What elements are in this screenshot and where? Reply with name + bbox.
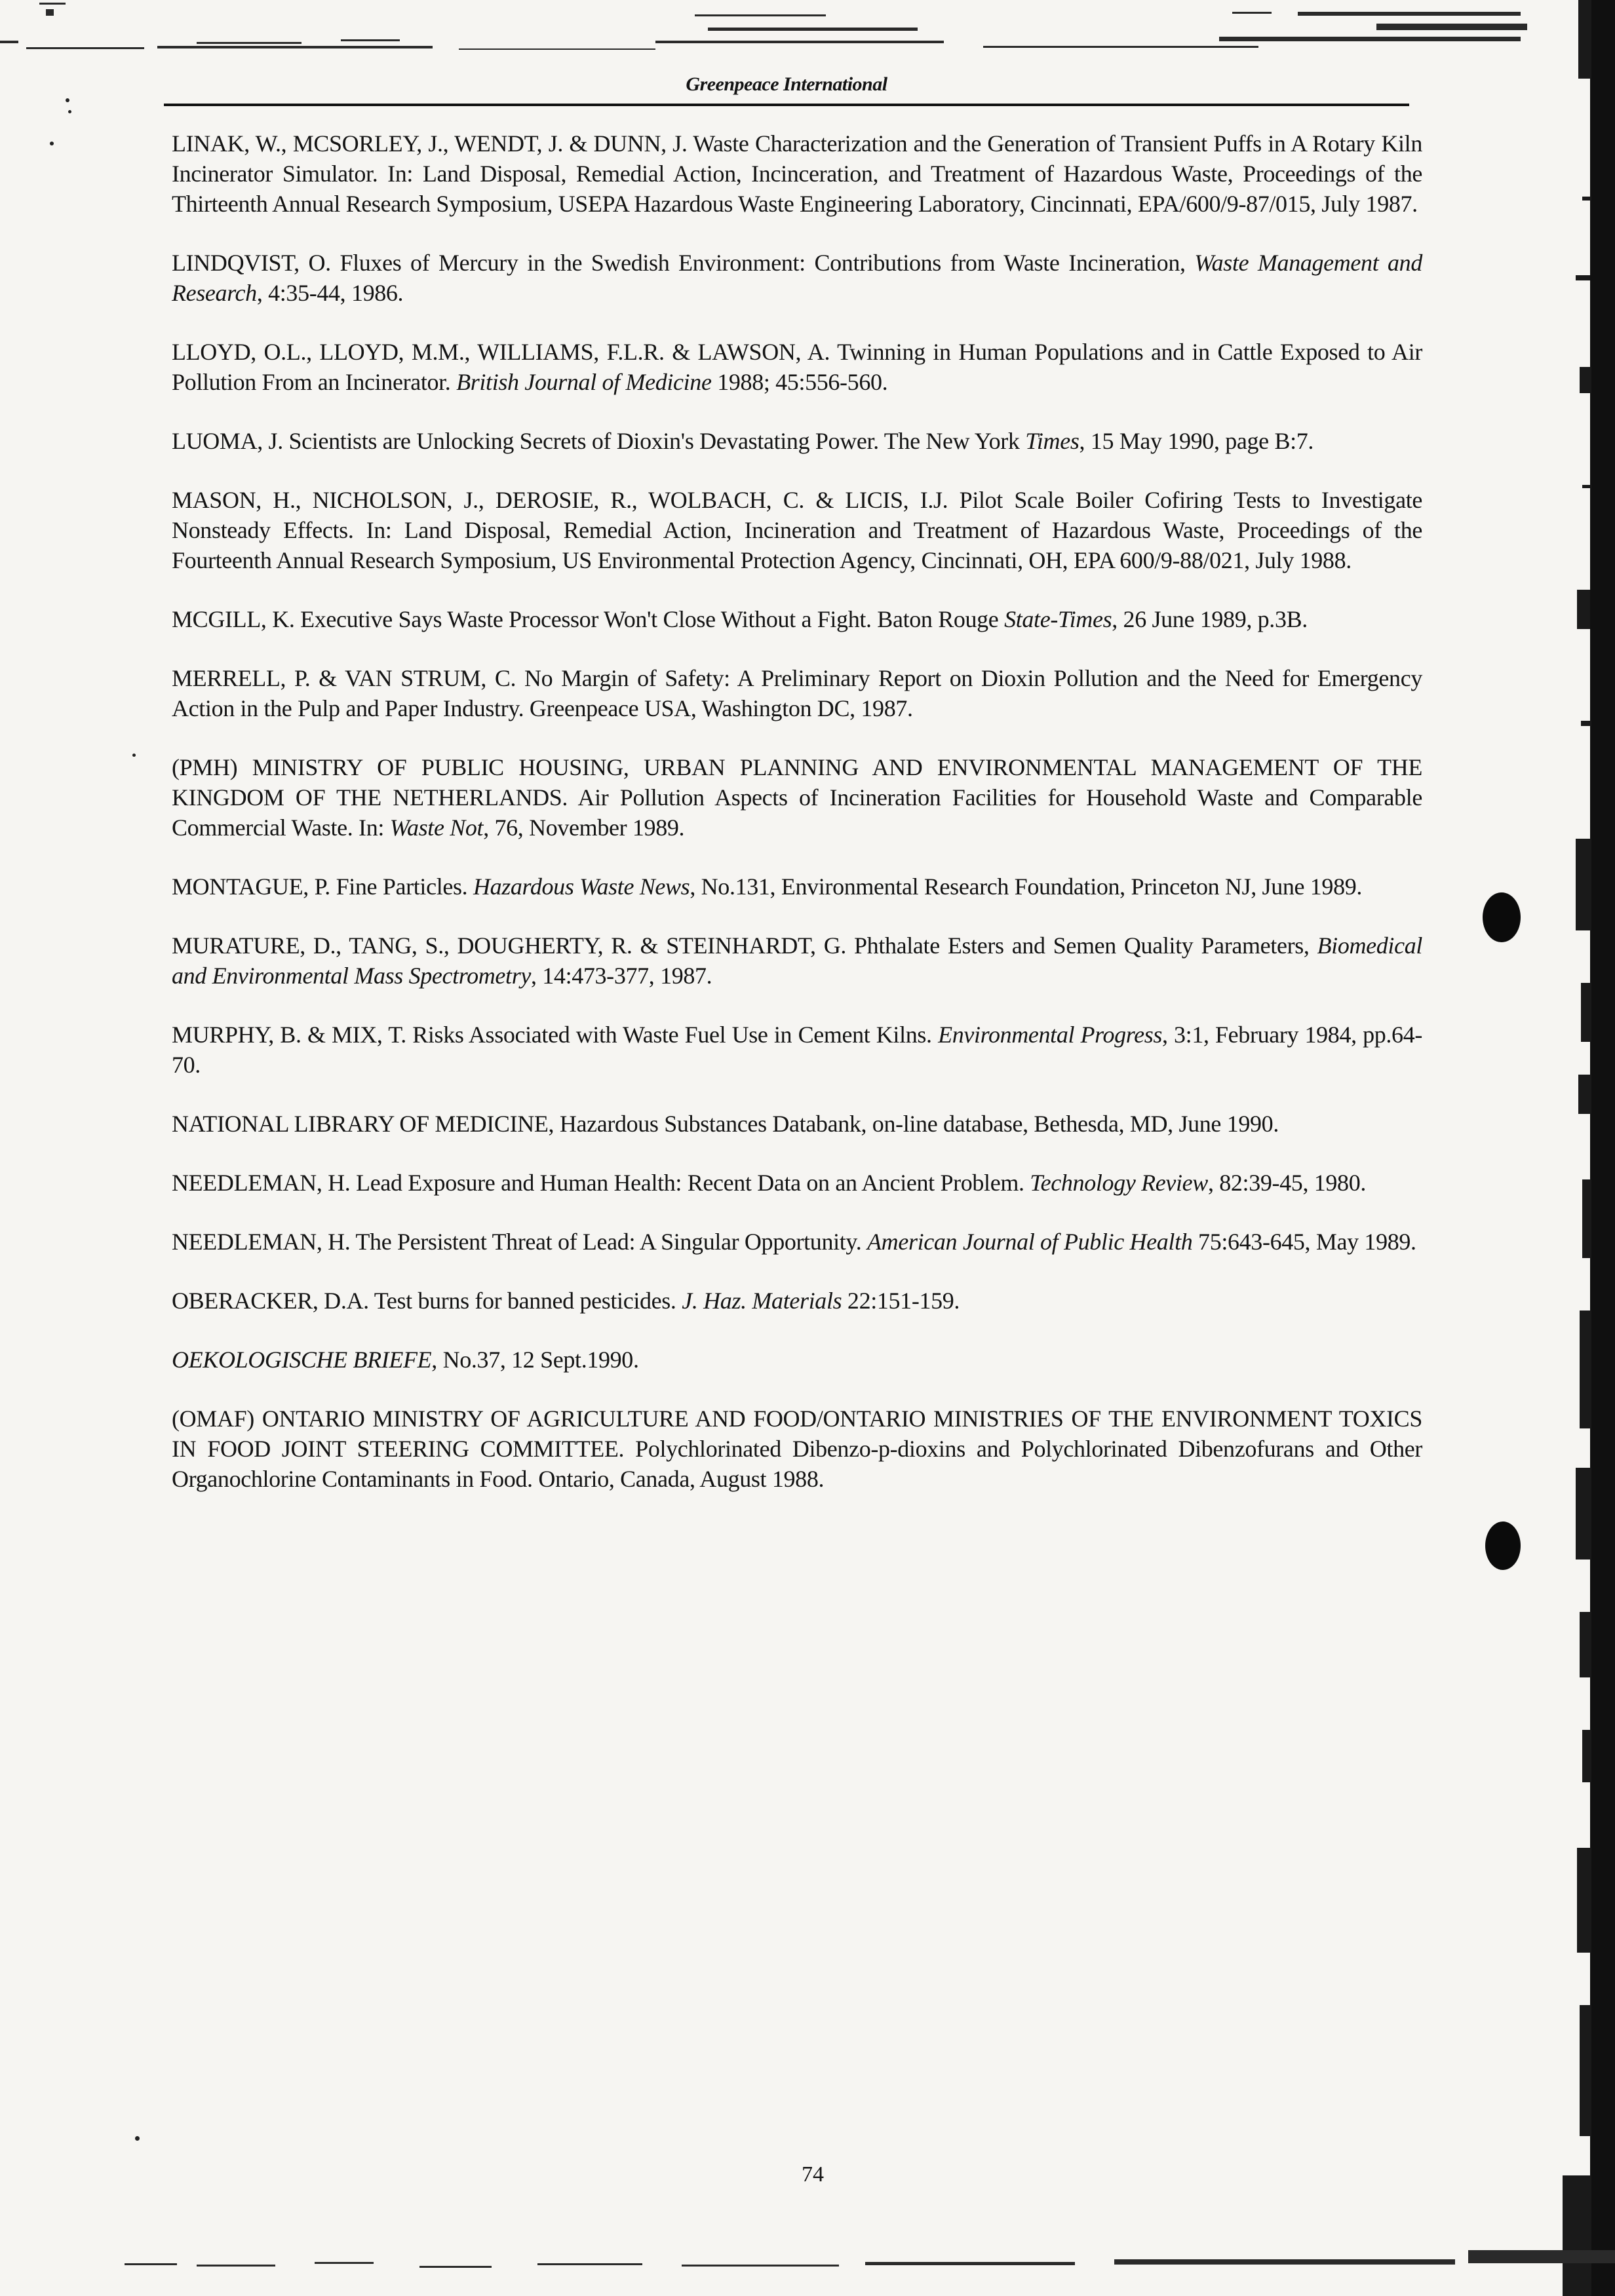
reference-text: (OMAF) ONTARIO MINISTRY OF AGRICULTURE AND FOOD/ONTARIO MINISTRIES OF THE ENVIRONMENT TOXICS IN FOOD JOINT STEERING COMMITTEE. Polychlorinated Dibenzo-p-dioxins and Polychlorinated Dibenzofurans and Other Organochlorine Contaminants in Food. Ontario, Canada, August 1988. [172,1406,1422,1492]
reference-text: , 14:473-377, 1987. [530,963,712,989]
scan-speck [68,110,71,113]
reference-text: 1988; 45:556-560. [711,369,888,395]
reference-entry-oekologische [172,1345,1422,1375]
reference-text: , 76, November 1989. [483,814,685,841]
reference-text: , No.131, Environmental Research Foundation, Princeton NJ, June 1989. [690,873,1363,900]
punch-hole-mark [1483,892,1521,942]
reference-italic-text: British Journal of Medicine [456,369,712,395]
reference-text: , No.37, 12 Sept.1990. [431,1347,639,1373]
running-header [164,71,1409,111]
reference-entry-lindqvist [172,248,1422,308]
reference-entry-mason [172,485,1422,575]
reference-entry-mcgill [172,604,1422,634]
reference-italic-text: Waste Management and Research [172,250,1422,306]
scan-edge-right [1536,0,1615,2296]
reference-entry-montague [172,871,1422,902]
reference-entry-pmh [172,752,1422,843]
header-title: Greenpeace International [686,73,887,95]
reference-entry-nlm [172,1109,1422,1139]
reference-text: (PMH) MINISTRY OF PUBLIC HOUSING, URBAN PLANNING AND ENVIRONMENTAL MANAGEMENT OF THE KINGDOM OF THE NETHERLANDS. Air Pollution Aspects of Incineration Facilities for Household Waste and Comparable Commercial Waste. In: [172,754,1422,841]
reference-text: NEEDLEMAN, H. The Persistent Threat of Lead: A Singular Opportunity. [172,1229,868,1255]
reference-italic-text: Biomedical and Environmental Mass Spectrometry [172,932,1422,989]
reference-italic-text: Environmental Progress [938,1022,1163,1048]
reference-text: , 82:39-45, 1980. [1207,1170,1366,1196]
reference-entry-murphy [172,1020,1422,1080]
page-number: 74 [802,2162,824,2187]
reference-italic-text: State-Times [1004,606,1112,632]
punch-hole-mark [1485,1521,1521,1570]
scan-speck [66,98,69,102]
reference-text: MASON, H., NICHOLSON, J., DEROSIE, R., WOLBACH, C. & LICIS, I.J. Pilot Scale Boiler Cofiring Tests to Investigate Nonsteady Effects. In: Land Disposal, Remedial Action, Incineration and Treatment of Hazardous Waste, Proceedings of the Fourteenth Annual Research Symposium, US Environmental Protection Agency, Cincinnati, OH, EPA 600/9-88/021, July 1988. [172,487,1422,573]
reference-list [172,128,1422,1523]
reference-text: OBERACKER, D.A. Test burns for banned pesticides. [172,1288,682,1314]
reference-text: , 26 June 1989, p.3B. [1112,606,1308,632]
scan-speck [50,142,54,145]
reference-text: LUOMA, J. Scientists are Unlocking Secrets of Dioxin's Devastating Power. The New York [172,428,1026,454]
reference-italic-text: Waste Not [389,814,484,841]
reference-entry-lloyd [172,337,1422,397]
reference-text: , 4:35-44, 1986. [256,280,404,306]
reference-entry-needleman-2 [172,1227,1422,1257]
reference-text: LLOYD, O.L., LLOYD, M.M., WILLIAMS, F.L.R. & LAWSON, A. Twinning in Human Populations and in Cattle Exposed to Air Pollution From an Incinerator. [172,339,1422,395]
reference-entry-linak [172,128,1422,219]
reference-text: MERRELL, P. & VAN STRUM, C. No Margin of Safety: A Preliminary Report on Dioxin Pollution and the Need for Emergency Action in the Pulp and Paper Industry. Greenpeace USA, Washington DC, 1987. [172,665,1422,721]
reference-text: , 3:1, February 1984, pp.64-70. [172,1022,1422,1078]
scan-speck [135,2136,140,2141]
reference-entry-omaf [172,1404,1422,1494]
reference-entry-oberacker [172,1286,1422,1316]
reference-text: NEEDLEMAN, H. Lead Exposure and Human Health: Recent Data on an Ancient Problem. [172,1170,1030,1196]
reference-italic-text: Technology Review [1030,1170,1208,1196]
header-rule [164,104,1409,106]
scan-noise-bottom [0,2250,1615,2296]
reference-entry-needleman-1 [172,1168,1422,1198]
reference-text: MURPHY, B. & MIX, T. Risks Associated with Waste Fuel Use in Cement Kilns. [172,1022,939,1048]
reference-text: , 15 May 1990, page B:7. [1079,428,1314,454]
reference-text: 75:643-645, May 1989. [1192,1229,1416,1255]
reference-text: MURATURE, D., TANG, S., DOUGHERTY, R. & STEINHARDT, G. Phthalate Esters and Semen Quality Parameters, [172,932,1317,959]
reference-italic-text: OEKOLOGISCHE BRIEFE [172,1347,432,1373]
reference-italic-text: Hazardous Waste News [473,873,690,900]
reference-entry-merrell [172,663,1422,723]
reference-entry-luoma [172,426,1422,456]
scan-noise-top [0,0,1615,59]
reference-text: MCGILL, K. Executive Says Waste Processor Won't Close Without a Fight. Baton Rouge [172,606,1005,632]
reference-text: LINAK, W., MCSORLEY, J., WENDT, J. & DUNN, J. Waste Characterization and the Generation of Transient Puffs in A Rotary Kiln Incinerator Simulator. In: Land Disposal, Remedial Action, Incinceration, and Treatment of Hazardous Waste, Proceedings of the Thirteenth Annual Research Symposium, USEPA Hazardous Waste Engineering Laboratory, Cincinnati, EPA/600/9-87/015, July 1987. [172,130,1422,217]
reference-italic-text: Times [1025,428,1080,454]
reference-italic-text: American Journal of Public Health [867,1229,1193,1255]
reference-italic-text: J. Haz. Materials [682,1288,842,1314]
scan-speck [132,754,136,757]
reference-entry-murature [172,930,1422,991]
reference-text: 22:151-159. [842,1288,960,1314]
reference-text: LINDQVIST, O. Fluxes of Mercury in the Swedish Environment: Contributions from Waste Incineration, [172,250,1195,276]
reference-text: NATIONAL LIBRARY OF MEDICINE, Hazardous Substances Databank, on-line database, Bethesda, MD, June 1990. [172,1111,1279,1137]
reference-text: MONTAGUE, P. Fine Particles. [172,873,473,900]
